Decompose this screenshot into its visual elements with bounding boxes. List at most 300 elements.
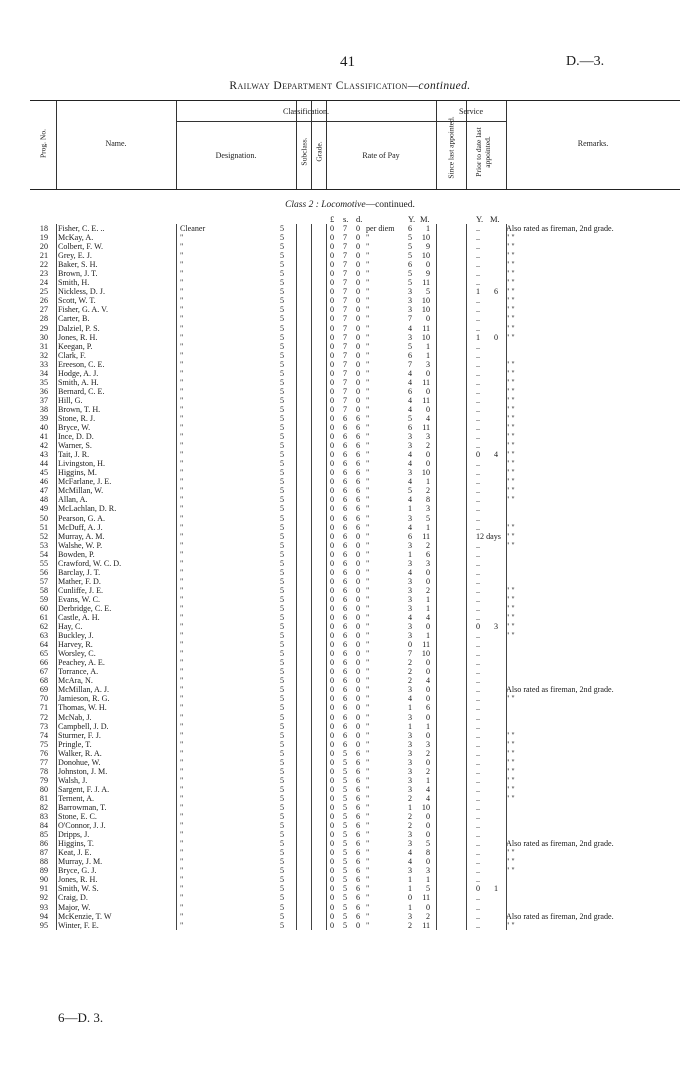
row-number: 50: [39, 513, 48, 523]
row-name: Nickless, D. J.: [58, 287, 105, 297]
row-pounds: 0: [330, 441, 335, 451]
row-rate-basis: ": [366, 287, 370, 297]
row-pence: 0: [356, 594, 361, 604]
row-since-years: 7: [408, 649, 413, 659]
table-row: [30, 360, 685, 369]
row-rate-basis: ": [366, 649, 370, 659]
section-heading: [0, 200, 700, 210]
row-name: Dalziel, P. S.: [58, 323, 100, 333]
row-pounds: 0: [330, 857, 335, 867]
row-subclass: 5: [280, 522, 285, 532]
row-shillings: 6: [343, 685, 348, 695]
row-rate-basis: ": [366, 513, 370, 523]
row-name: Castle, A. H.: [58, 613, 100, 623]
column-rule: [326, 224, 327, 930]
row-number: 27: [39, 305, 48, 315]
row-prior-years: ..: [476, 712, 481, 722]
row-since-years: 3: [408, 775, 413, 785]
row-subclass: 5: [280, 278, 285, 288]
row-designation: ": [180, 748, 184, 758]
row-prior-years: ..: [476, 793, 481, 803]
row-pounds: 0: [330, 531, 335, 541]
row-since-years: 3: [408, 432, 413, 442]
row-since-months: 1: [425, 603, 430, 613]
row-pence: 0: [356, 585, 361, 595]
row-rate-basis: ": [366, 875, 370, 885]
row-shillings: 6: [343, 739, 348, 749]
row-subclass: 5: [280, 359, 285, 369]
row-shillings: 6: [343, 504, 348, 514]
row-since-years: 3: [408, 739, 413, 749]
row-subclass: 5: [280, 368, 285, 378]
row-designation: ": [180, 685, 184, 695]
row-rate-basis: ": [366, 640, 370, 650]
row-shillings: 5: [343, 920, 348, 930]
row-designation: ": [180, 251, 184, 261]
row-pence: 6: [356, 902, 361, 912]
row-since-years: 3: [408, 585, 413, 595]
row-number: 53: [39, 540, 48, 550]
row-since-months: 11: [422, 278, 430, 288]
row-shillings: 5: [343, 775, 348, 785]
table-row: [30, 767, 685, 776]
row-pence: 0: [356, 260, 361, 270]
row-name: Colbert, F. W.: [58, 242, 103, 252]
row-since-years: 5: [408, 413, 413, 423]
unit-months-since: M.: [420, 214, 430, 224]
row-designation: ": [180, 576, 184, 586]
row-remarks: " ": [506, 305, 515, 315]
row-pence: 0: [356, 631, 361, 641]
row-number: 76: [39, 748, 48, 758]
row-rate-basis: ": [366, 694, 370, 704]
row-pounds: 0: [330, 875, 335, 885]
row-shillings: 6: [343, 703, 348, 713]
row-prior-years: ..: [476, 323, 481, 333]
column-rule: [466, 224, 467, 930]
table-row: [30, 432, 685, 441]
row-pence: 0: [356, 730, 361, 740]
row-prior-years: ..: [476, 857, 481, 867]
row-number: 47: [39, 486, 48, 496]
row-number: 39: [39, 413, 48, 423]
row-subclass: 5: [280, 911, 285, 921]
row-since-years: 4: [408, 567, 413, 577]
row-name: McFarlane, J. E.: [58, 477, 112, 487]
row-number: 48: [39, 495, 48, 505]
row-prior-years: ..: [476, 504, 481, 514]
row-since-years: 4: [408, 377, 413, 387]
table-row: [30, 532, 685, 541]
row-pence: 6: [356, 748, 361, 758]
row-remarks: " ": [506, 260, 515, 270]
row-since-years: 4: [408, 450, 413, 460]
row-pounds: 0: [330, 314, 335, 324]
row-designation: ": [180, 676, 184, 686]
table-row: [30, 631, 685, 640]
row-shillings: 7: [343, 305, 348, 315]
row-pounds: 0: [330, 830, 335, 840]
row-prior-years: 1: [476, 332, 481, 342]
header-since-last: Since last appointed.: [446, 116, 456, 179]
table-row: [30, 287, 685, 296]
row-pounds: 0: [330, 911, 335, 921]
table-row: [30, 514, 685, 523]
row-shillings: 7: [343, 242, 348, 252]
row-number: 31: [39, 341, 48, 351]
table-row: [30, 622, 685, 631]
row-prior-years: ..: [476, 486, 481, 496]
row-shillings: 6: [343, 540, 348, 550]
row-since-months: 2: [425, 441, 430, 451]
row-designation: ": [180, 803, 184, 812]
row-since-months: 6: [425, 549, 430, 559]
row-subclass: 5: [280, 567, 285, 577]
row-prior-years: ..: [476, 739, 481, 749]
row-number: 35: [39, 377, 48, 387]
table-row: [30, 713, 685, 722]
row-remarks: " ": [506, 468, 515, 478]
row-pence: 0: [356, 739, 361, 749]
row-designation: ": [180, 884, 184, 894]
row-pounds: 0: [330, 576, 335, 586]
row-since-months: 0: [425, 622, 430, 632]
row-subclass: 5: [280, 793, 285, 803]
row-remarks: " ": [506, 450, 515, 460]
row-pence: 0: [356, 314, 361, 324]
row-pounds: 0: [330, 712, 335, 722]
row-pounds: 0: [330, 730, 335, 740]
row-since-years: 3: [408, 631, 413, 641]
row-prior-years: ..: [476, 730, 481, 740]
table-row: [30, 694, 685, 703]
row-rate-basis: ": [366, 305, 370, 315]
row-subclass: 5: [280, 305, 285, 315]
row-remarks: " ": [506, 459, 515, 469]
row-number: 73: [39, 721, 48, 731]
row-since-months: 11: [422, 893, 430, 903]
row-pence: 6: [356, 830, 361, 840]
row-subclass: 5: [280, 902, 285, 912]
row-name: Stone, E. C.: [58, 812, 97, 822]
row-name: Keegan, P.: [58, 341, 93, 351]
row-shillings: 7: [343, 386, 348, 396]
row-pounds: 0: [330, 432, 335, 442]
row-pounds: 0: [330, 793, 335, 803]
row-designation: ": [180, 730, 184, 740]
row-rate-basis: ": [366, 441, 370, 451]
row-prior-years: ..: [476, 251, 481, 261]
table-row: [30, 405, 685, 414]
row-since-months: 4: [425, 784, 430, 794]
row-subclass: 5: [280, 269, 285, 279]
row-since-months: 10: [421, 233, 430, 243]
table-row: [30, 333, 685, 342]
row-subclass: 5: [280, 395, 285, 405]
header-service: Service: [459, 107, 483, 116]
row-pence: 0: [356, 323, 361, 333]
row-since-months: 10: [421, 305, 430, 315]
row-name: Dripps, J.: [58, 830, 90, 840]
row-pounds: 0: [330, 848, 335, 858]
row-since-years: 6: [408, 531, 413, 541]
row-rate-basis: ": [366, 251, 370, 261]
row-pounds: 0: [330, 260, 335, 270]
row-number: 18: [39, 224, 48, 233]
row-pence: 6: [356, 486, 361, 496]
row-number: 57: [39, 576, 48, 586]
row-subclass: 5: [280, 721, 285, 731]
table-row: [30, 423, 685, 432]
row-designation: ": [180, 341, 184, 351]
row-since-years: 2: [408, 793, 413, 803]
column-rule: [506, 224, 507, 930]
row-prior-years: ..: [476, 775, 481, 785]
row-rate-basis: ": [366, 531, 370, 541]
row-subclass: 5: [280, 730, 285, 740]
row-subclass: 5: [280, 685, 285, 695]
row-since-years: 1: [408, 703, 413, 713]
header-prior-to: Prior to date last appointed.: [474, 127, 492, 177]
row-name: Ereeson, C. E.: [58, 359, 105, 369]
row-pence: 6: [356, 522, 361, 532]
row-subclass: 5: [280, 251, 285, 261]
row-rate-basis: ": [366, 830, 370, 840]
row-pence: 0: [356, 233, 361, 243]
row-subclass: 5: [280, 323, 285, 333]
row-prior-years: ..: [476, 830, 481, 840]
row-designation: ": [180, 694, 184, 704]
row-shillings: 7: [343, 260, 348, 270]
row-subclass: 5: [280, 314, 285, 324]
row-since-years: 3: [408, 757, 413, 767]
row-prior-years: ..: [476, 757, 481, 767]
row-pence: 0: [356, 613, 361, 623]
row-remarks: " ": [506, 522, 515, 532]
row-designation: ": [180, 703, 184, 713]
row-shillings: 5: [343, 875, 348, 885]
row-rate-basis: ": [366, 495, 370, 505]
row-shillings: 6: [343, 468, 348, 478]
row-prior-years: ..: [476, 233, 481, 243]
row-remarks: Also rated as fireman, 2nd grade.: [506, 839, 614, 849]
row-pounds: 0: [330, 332, 335, 342]
row-since-months: 10: [421, 332, 430, 342]
row-since-months: 4: [425, 793, 430, 803]
row-prior-years: ..: [476, 812, 481, 822]
row-pounds: 0: [330, 495, 335, 505]
row-remarks: " ": [506, 251, 515, 261]
row-subclass: 5: [280, 703, 285, 713]
row-shillings: 7: [343, 269, 348, 279]
row-remarks: " ": [506, 395, 515, 405]
row-remarks: " ": [506, 423, 515, 433]
row-since-months: 11: [422, 640, 430, 650]
row-pence: 0: [356, 395, 361, 405]
row-designation: ": [180, 649, 184, 659]
row-shillings: 5: [343, 902, 348, 912]
table-row: [30, 495, 685, 504]
table-row: [30, 604, 685, 613]
row-designation: ": [180, 305, 184, 315]
row-rate-basis: ": [366, 775, 370, 785]
row-since-years: 1: [408, 803, 413, 812]
row-since-years: 2: [408, 658, 413, 668]
row-number: 64: [39, 640, 48, 650]
row-pence: 0: [356, 558, 361, 568]
row-subclass: 5: [280, 450, 285, 460]
row-name: Brown, T. H.: [58, 404, 101, 414]
row-subclass: 5: [280, 784, 285, 794]
row-name: Smith, H.: [58, 278, 90, 288]
row-pence: 0: [356, 920, 361, 930]
row-prior-years: 0: [476, 622, 481, 632]
table-row: [30, 477, 685, 486]
row-rate-basis: ": [366, 323, 370, 333]
header-subclass: Subclass.: [299, 137, 309, 166]
row-prior-years: ..: [476, 459, 481, 469]
row-remarks: " ": [506, 432, 515, 442]
row-designation: ": [180, 359, 184, 369]
row-remarks: " ": [506, 857, 515, 867]
row-since-years: 6: [408, 350, 413, 360]
row-prior-years: ..: [476, 748, 481, 758]
row-designation: ": [180, 404, 184, 414]
row-remarks: " ": [506, 495, 515, 505]
row-pence: 0: [356, 359, 361, 369]
unit-shillings: s.: [343, 214, 349, 224]
row-rate-basis: per diem: [366, 224, 395, 233]
row-prior-years: ..: [476, 540, 481, 550]
row-shillings: 7: [343, 323, 348, 333]
row-pounds: 0: [330, 902, 335, 912]
row-name: McLachlan, D. R.: [58, 504, 117, 514]
row-remarks: " ": [506, 622, 515, 632]
row-number: 51: [39, 522, 48, 532]
row-shillings: 6: [343, 531, 348, 541]
row-pence: 0: [356, 567, 361, 577]
row-pounds: 0: [330, 233, 335, 243]
row-prior-months: 4: [493, 450, 498, 460]
row-subclass: 5: [280, 613, 285, 623]
section-label: Class 2 : Locomotive: [285, 200, 366, 210]
header-name: Name.: [105, 139, 127, 148]
row-rate-basis: ": [366, 902, 370, 912]
table-body: [30, 224, 685, 930]
row-subclass: 5: [280, 377, 285, 387]
row-since-years: 2: [408, 667, 413, 677]
row-name: Barrowman, T.: [58, 803, 107, 812]
row-pounds: 0: [330, 893, 335, 903]
row-since-years: 3: [408, 332, 413, 342]
row-pounds: 0: [330, 748, 335, 758]
row-prior-years: ..: [476, 594, 481, 604]
row-rate-basis: ": [366, 594, 370, 604]
row-designation: ": [180, 513, 184, 523]
row-since-years: 2: [408, 676, 413, 686]
row-prior-years: ..: [476, 278, 481, 288]
row-number: 62: [39, 622, 48, 632]
row-prior-years: ..: [476, 585, 481, 595]
row-since-years: 5: [408, 251, 413, 261]
row-name: Grey, E. J.: [58, 251, 92, 261]
row-name: Mather, F. D.: [58, 576, 101, 586]
table-row: [30, 658, 685, 667]
row-since-years: 3: [408, 287, 413, 297]
row-rate-basis: ": [366, 739, 370, 749]
row-designation: ": [180, 441, 184, 451]
header-prog-no: Prog. No.: [38, 129, 48, 158]
row-number: 30: [39, 332, 48, 342]
row-number: 33: [39, 359, 48, 369]
row-subclass: 5: [280, 812, 285, 822]
row-subclass: 5: [280, 504, 285, 514]
table-row: [30, 830, 685, 839]
row-shillings: 5: [343, 839, 348, 849]
row-number: 67: [39, 667, 48, 677]
page-title: [0, 80, 700, 92]
row-prior-years: ..: [476, 495, 481, 505]
row-pounds: 0: [330, 667, 335, 677]
row-designation: ": [180, 640, 184, 650]
row-number: 32: [39, 350, 48, 360]
row-prior-years: ..: [476, 911, 481, 921]
row-rate-basis: ": [366, 341, 370, 351]
row-pence: 0: [356, 386, 361, 396]
row-since-months: 0: [425, 830, 430, 840]
row-subclass: 5: [280, 540, 285, 550]
row-prior-years: ..: [476, 866, 481, 876]
row-since-months: 5: [425, 884, 430, 894]
table-row: [30, 459, 685, 468]
row-pence: 6: [356, 441, 361, 451]
row-subclass: 5: [280, 920, 285, 930]
row-since-months: 2: [425, 911, 430, 921]
row-rate-basis: ": [366, 857, 370, 867]
row-shillings: 6: [343, 585, 348, 595]
row-subclass: 5: [280, 386, 285, 396]
row-pence: 0: [356, 377, 361, 387]
row-number: 90: [39, 875, 48, 885]
row-designation: ": [180, 920, 184, 930]
row-since-months: 0: [425, 260, 430, 270]
table-header: [30, 100, 680, 190]
row-designation: ": [180, 902, 184, 912]
row-designation: ": [180, 486, 184, 496]
row-subclass: 5: [280, 531, 285, 541]
row-subclass: 5: [280, 576, 285, 586]
row-shillings: 5: [343, 793, 348, 803]
row-rate-basis: ": [366, 712, 370, 722]
row-subclass: 5: [280, 766, 285, 776]
row-since-months: 0: [425, 314, 430, 324]
row-pence: 0: [356, 622, 361, 632]
row-since-months: 11: [422, 531, 430, 541]
row-name: O'Connor, J. J.: [58, 821, 106, 831]
row-since-years: 5: [408, 486, 413, 496]
row-name: Brown, J. T.: [58, 269, 98, 279]
row-name: Walsh, J.: [58, 775, 88, 785]
row-rate-basis: ": [366, 242, 370, 252]
row-since-months: 0: [425, 685, 430, 695]
row-designation: ": [180, 875, 184, 885]
row-shillings: 5: [343, 803, 348, 812]
row-rate-basis: ": [366, 866, 370, 876]
row-rate-basis: ": [366, 667, 370, 677]
row-rate-basis: ": [366, 721, 370, 731]
row-shillings: 7: [343, 341, 348, 351]
table-row: [30, 568, 685, 577]
